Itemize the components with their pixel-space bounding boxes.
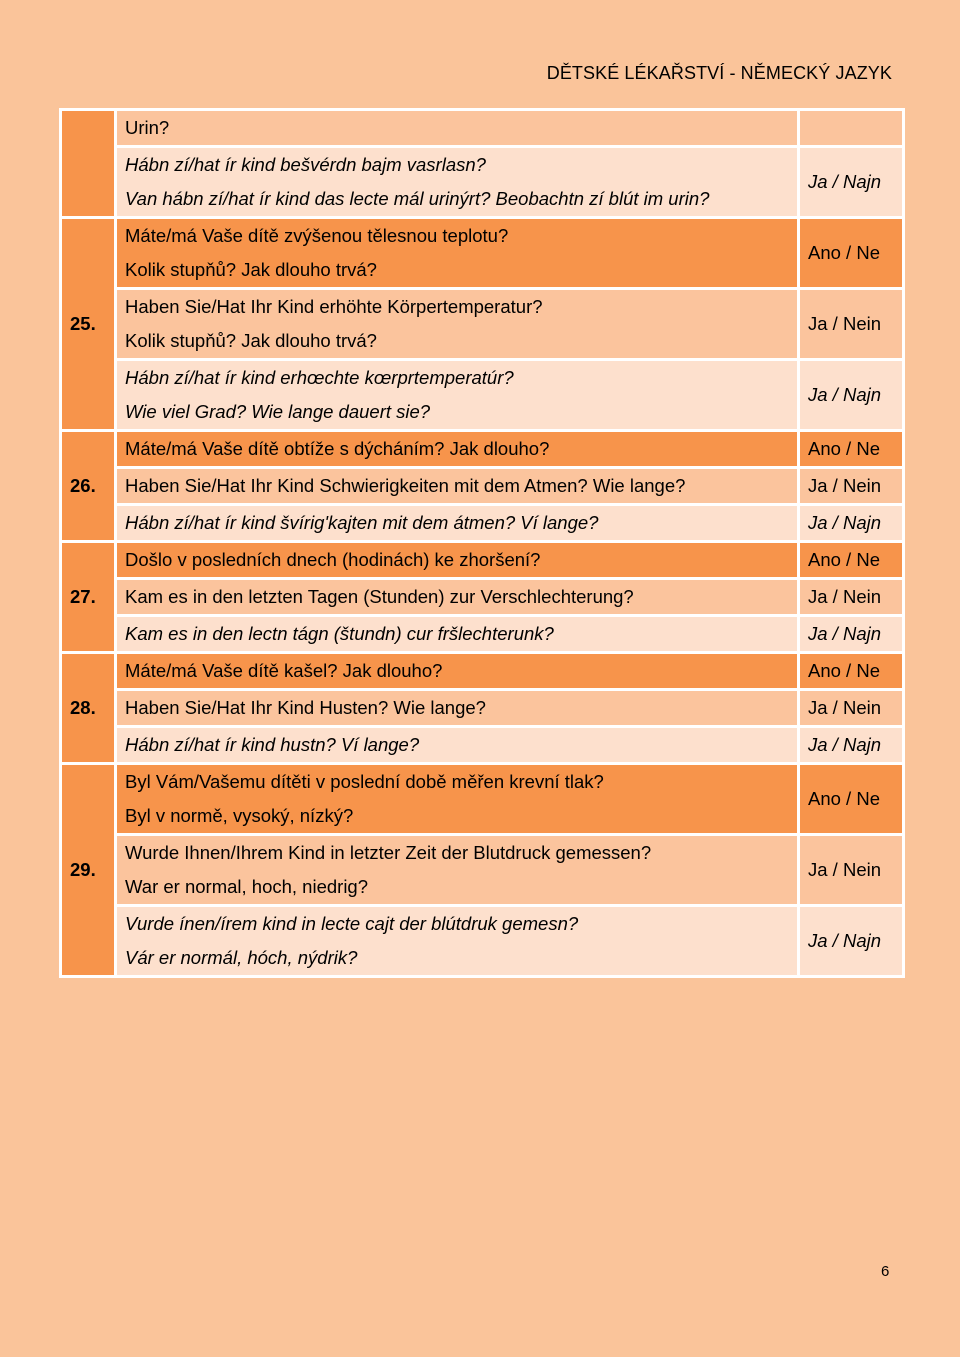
question-text-de: [116, 835, 799, 906]
question-text-de: [116, 579, 799, 616]
question-text-cz: [116, 431, 799, 468]
question-line: Haben Sie/Hat Ihr Kind erhöhte Körpertemperatur?: [125, 296, 543, 317]
question-row: [61, 727, 904, 764]
question-line: Kolik stupňů? Jak dlouho trvá?: [125, 259, 377, 280]
question-number: 27.: [61, 542, 116, 653]
question-line: Haben Sie/Hat Ihr Kind Husten? Wie lange?: [125, 697, 486, 718]
answer-options: Ja / Nein: [799, 835, 904, 906]
question-row: [61, 468, 904, 505]
question-text-ph: [116, 360, 799, 431]
question-row: [61, 906, 904, 977]
question-text-ph: [116, 727, 799, 764]
question-row: [61, 690, 904, 727]
question-line: Hábn zí/hat ír kind švírig'kajten mit dem átmen? Ví lange?: [125, 512, 599, 533]
question-row: [61, 289, 904, 360]
question-line: Máte/má Vaše dítě zvýšenou tělesnou teplotu?: [125, 225, 509, 246]
question-line: Kam es in den lectn tágn (štundn) cur fršlechterunk?: [125, 623, 554, 644]
question-text-ph: [116, 147, 799, 218]
question-line: War er normal, hoch, niedrig?: [125, 876, 369, 897]
answer-options: Ano / Ne: [799, 431, 904, 468]
question-row: [61, 505, 904, 542]
answer-options: Ja / Najn: [799, 505, 904, 542]
question-text-cz: [116, 218, 799, 289]
question-row: [61, 835, 904, 906]
answer-options: Ja / Najn: [799, 616, 904, 653]
question-line: Máte/má Vaše dítě kašel? Jak dlouho?: [125, 660, 443, 681]
question-row: [61, 653, 904, 690]
question-text-de: [116, 289, 799, 360]
document-header: DĚTSKÉ LÉKAŘSTVÍ - NĚMECKÝ JAZYK: [546, 63, 892, 83]
question-row: [61, 147, 904, 218]
question-row: [61, 110, 904, 147]
answer-options: Ja / Nein: [799, 289, 904, 360]
question-line: Wurde Ihnen/Ihrem Kind in letzter Zeit der Blutdruck gemessen?: [125, 842, 652, 863]
question-line: Van hábn zí/hat ír kind das lecte mál urinýrt? Beobachtn zí blút im urin?: [125, 188, 710, 209]
question-table: [59, 108, 905, 978]
answer-options: Ano / Ne: [799, 653, 904, 690]
answer-options: Ja / Nein: [799, 468, 904, 505]
question-line: Vár er normál, hóch, nýdrik?: [125, 947, 358, 968]
question-row: [61, 431, 904, 468]
question-line: Kolik stupňů? Jak dlouho trvá?: [125, 330, 377, 351]
question-row: [61, 616, 904, 653]
answer-options: Ja / Najn: [799, 727, 904, 764]
question-text-de: [116, 110, 799, 147]
question-text-cz: [116, 542, 799, 579]
question-row: [61, 218, 904, 289]
answer-options: [799, 110, 904, 147]
page-number: 6: [881, 1263, 890, 1280]
question-text-de: [116, 468, 799, 505]
question-number: 29.: [61, 764, 116, 977]
answer-options: Ja / Najn: [799, 360, 904, 431]
answer-options: Ano / Ne: [799, 218, 904, 289]
question-row: [61, 542, 904, 579]
question-row: [61, 360, 904, 431]
question-number: 28.: [61, 653, 116, 764]
question-text-ph: [116, 505, 799, 542]
question-line: Máte/má Vaše dítě obtíže s dýcháním? Jak dlouho?: [125, 438, 550, 459]
question-line: Byl v normě, vysoký, nízký?: [125, 805, 354, 826]
question-row: [61, 764, 904, 835]
question-line: Hábn zí/hat ír kind bešvérdn bajm vasrlasn?: [125, 154, 486, 175]
answer-options: Ano / Ne: [799, 542, 904, 579]
question-number: [61, 110, 116, 218]
answer-options: Ja / Najn: [799, 147, 904, 218]
question-line: Kam es in den letzten Tagen (Stunden) zur Verschlechterung?: [125, 586, 634, 607]
question-text-de: [116, 690, 799, 727]
question-text-ph: [116, 616, 799, 653]
question-number: 26.: [61, 431, 116, 542]
answer-options: Ano / Ne: [799, 764, 904, 835]
question-line: Haben Sie/Hat Ihr Kind Schwierigkeiten mit dem Atmen? Wie lange?: [125, 475, 686, 496]
answer-options: Ja / Najn: [799, 906, 904, 977]
question-text-cz: [116, 764, 799, 835]
question-row: [61, 579, 904, 616]
question-line: Byl Vám/Vašemu dítěti v poslední době měřen krevní tlak?: [125, 771, 604, 792]
question-text-cz: [116, 653, 799, 690]
question-line: Hábn zí/hat ír kind erhœchte kœrprtemperatúr?: [125, 367, 514, 388]
answer-options: Ja / Nein: [799, 579, 904, 616]
question-line: Vurde ínen/írem kind in lecte cajt der blútdruk gemesn?: [125, 913, 579, 934]
question-line: Wie viel Grad? Wie lange dauert sie?: [125, 401, 431, 422]
question-line: Došlo v posledních dnech (hodinách) ke zhoršení?: [125, 549, 541, 570]
question-number: 25.: [61, 218, 116, 431]
question-line: Hábn zí/hat ír kind hustn? Ví lange?: [125, 734, 420, 755]
question-text-ph: [116, 906, 799, 977]
answer-options: Ja / Nein: [799, 690, 904, 727]
question-line: Urin?: [125, 117, 170, 138]
